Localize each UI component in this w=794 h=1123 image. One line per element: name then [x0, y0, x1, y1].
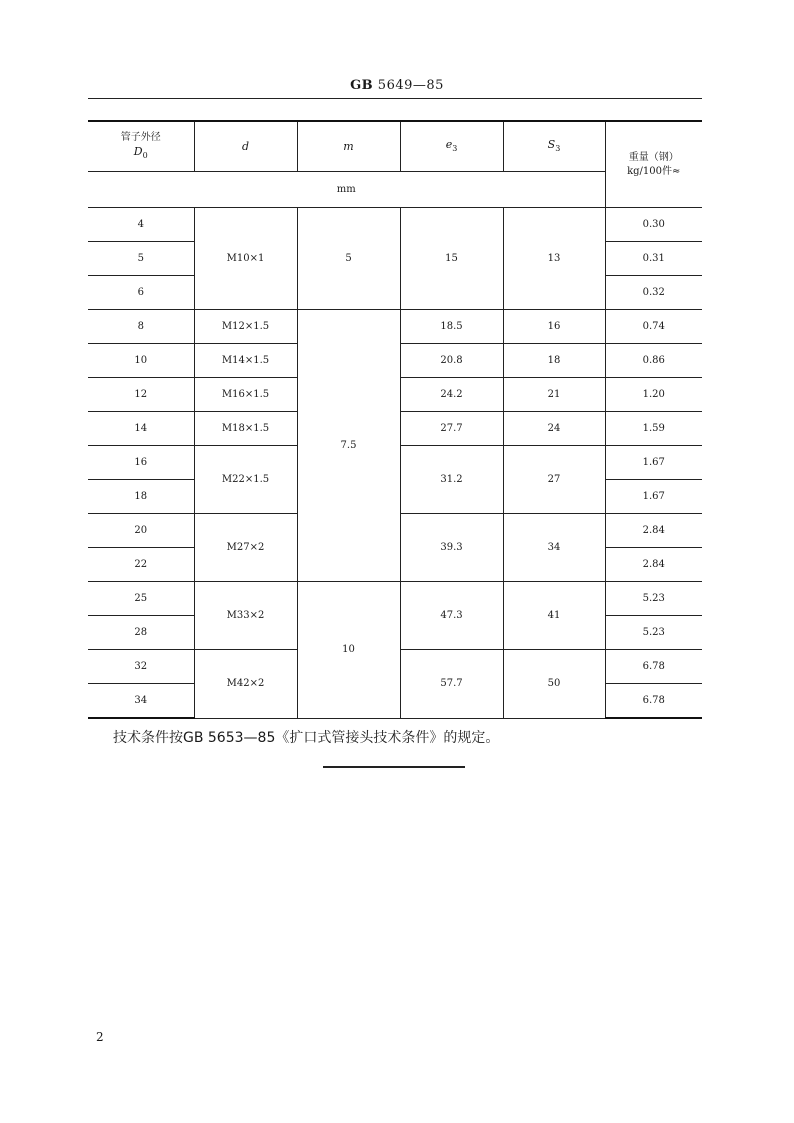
table-header-row [88, 121, 702, 172]
cell-e3: 57.7 [400, 650, 503, 719]
cell-e3: 24.2 [400, 378, 503, 412]
table-row [88, 582, 702, 616]
cell-s3: 24 [503, 412, 605, 446]
cell-d0: 25 [88, 582, 194, 616]
cell-e3: 47.3 [400, 582, 503, 650]
cell-e3: 15 [400, 208, 503, 310]
table-row [88, 310, 702, 344]
cell-weight: 0.86 [605, 344, 702, 378]
cell-weight: 5.23 [605, 582, 702, 616]
cell-d0: 32 [88, 650, 194, 684]
cell-d0: 28 [88, 616, 194, 650]
cell-s3: 13 [503, 208, 605, 310]
table-row [88, 208, 702, 242]
cell-d: M16×1.5 [194, 378, 297, 412]
cell-d0: 34 [88, 684, 194, 719]
fitting-dimensions-table [88, 120, 702, 719]
cell-weight: 6.78 [605, 650, 702, 684]
cell-d0: 18 [88, 480, 194, 514]
document-header [0, 78, 794, 93]
header-d: d [194, 121, 297, 172]
cell-d: M10×1 [194, 208, 297, 310]
page-number: 2 [96, 1030, 104, 1044]
cell-m: 10 [297, 582, 400, 719]
cell-d0: 14 [88, 412, 194, 446]
standard-code: GB [350, 78, 374, 93]
cell-e3: 31.2 [400, 446, 503, 514]
header-e3: $e_3$ [400, 121, 503, 172]
header-pipe-outer-diameter: 管子外径 $D_0$ [88, 121, 194, 172]
header-s3: $S_3$ [503, 121, 605, 172]
cell-s3: 50 [503, 650, 605, 719]
cell-s3: 34 [503, 514, 605, 582]
cell-d0: 6 [88, 276, 194, 310]
cell-d: M22×1.5 [194, 446, 297, 514]
cell-d: M27×2 [194, 514, 297, 582]
cell-e3: 20.8 [400, 344, 503, 378]
header-divider [88, 98, 702, 99]
cell-weight: 0.31 [605, 242, 702, 276]
cell-d0: 16 [88, 446, 194, 480]
technical-conditions-note: 技术条件按GB 5653—85《扩口式管接头技术条件》的规定。 [113, 730, 500, 746]
cell-s3: 41 [503, 582, 605, 650]
cell-d0: 5 [88, 242, 194, 276]
cell-weight: 5.23 [605, 616, 702, 650]
unit-label: mm [88, 172, 605, 208]
cell-e3: 18.5 [400, 310, 503, 344]
cell-d: M33×2 [194, 582, 297, 650]
cell-d0: 22 [88, 548, 194, 582]
cell-d: M18×1.5 [194, 412, 297, 446]
cell-m: 5 [297, 208, 400, 310]
cell-d0: 4 [88, 208, 194, 242]
cell-e3: 27.7 [400, 412, 503, 446]
cell-d0: 20 [88, 514, 194, 548]
cell-d: M42×2 [194, 650, 297, 719]
end-divider [323, 766, 465, 768]
cell-s3: 21 [503, 378, 605, 412]
header-weight: 重量（钢） kg/100件≈ [605, 121, 702, 208]
cell-weight: 0.74 [605, 310, 702, 344]
cell-d0: 12 [88, 378, 194, 412]
cell-weight: 0.30 [605, 208, 702, 242]
cell-weight: 6.78 [605, 684, 702, 719]
cell-d0: 8 [88, 310, 194, 344]
cell-weight: 1.67 [605, 480, 702, 514]
cell-m: 7.5 [297, 310, 400, 582]
cell-weight: 1.20 [605, 378, 702, 412]
cell-weight: 0.32 [605, 276, 702, 310]
cell-weight: 1.67 [605, 446, 702, 480]
cell-weight: 2.84 [605, 514, 702, 548]
cell-weight: 2.84 [605, 548, 702, 582]
cell-s3: 27 [503, 446, 605, 514]
cell-s3: 18 [503, 344, 605, 378]
cell-d0: 10 [88, 344, 194, 378]
cell-d: M12×1.5 [194, 310, 297, 344]
cell-d: M14×1.5 [194, 344, 297, 378]
cell-e3: 39.3 [400, 514, 503, 582]
header-m: m [297, 121, 400, 172]
cell-s3: 16 [503, 310, 605, 344]
standard-number: 5649—85 [377, 78, 444, 93]
cell-weight: 1.59 [605, 412, 702, 446]
